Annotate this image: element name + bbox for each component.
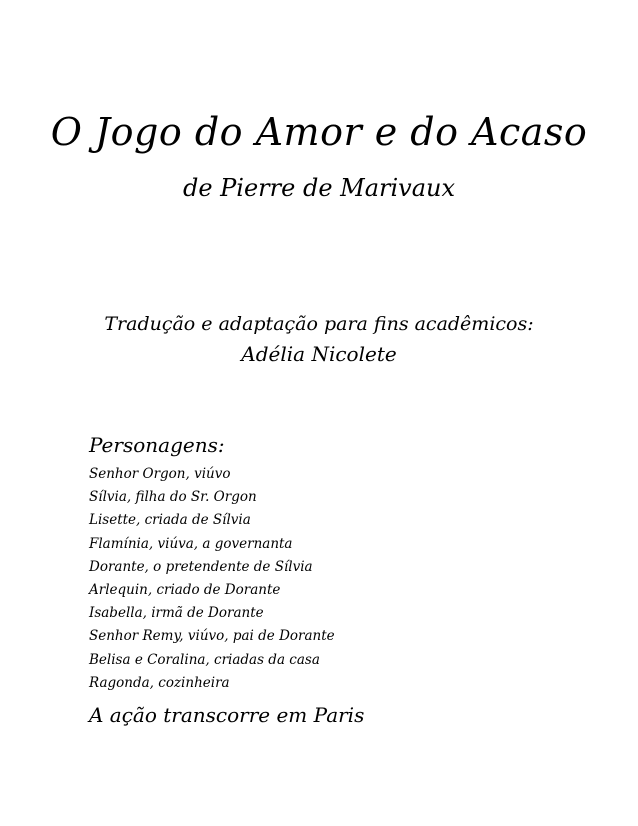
characters-list bbox=[89, 463, 335, 695]
character-item: Senhor Remy, viúvo, pai de Dorante bbox=[89, 628, 335, 645]
character-item: Flamínia, viúva, a governanta bbox=[89, 535, 293, 552]
character-item: Arlequin, criado de Dorante bbox=[89, 582, 281, 599]
character-item: Isabella, irmã de Dorante bbox=[89, 605, 264, 622]
translation-note: Tradução e adaptação para fins acadêmicos: bbox=[104, 313, 534, 335]
play-title: O Jogo do Amor e do Acaso bbox=[50, 110, 588, 154]
character-item: Dorante, o pretendente de Sílvia bbox=[89, 558, 313, 575]
character-item: Ragonda, cozinheira bbox=[89, 674, 230, 691]
character-item: Belisa e Coralina, criadas da casa bbox=[89, 651, 320, 668]
author-line: de Pierre de Marivaux bbox=[182, 174, 456, 202]
character-item: Lisette, criada de Sílvia bbox=[89, 512, 251, 529]
setting-line: A ação transcorre em Paris bbox=[89, 703, 365, 727]
translator-name: Adélia Nicolete bbox=[241, 342, 397, 366]
characters-heading: Personagens: bbox=[89, 433, 225, 457]
character-item: Sílvia, filha do Sr. Orgon bbox=[89, 489, 257, 506]
character-item: Senhor Orgon, viúvo bbox=[89, 466, 231, 482]
